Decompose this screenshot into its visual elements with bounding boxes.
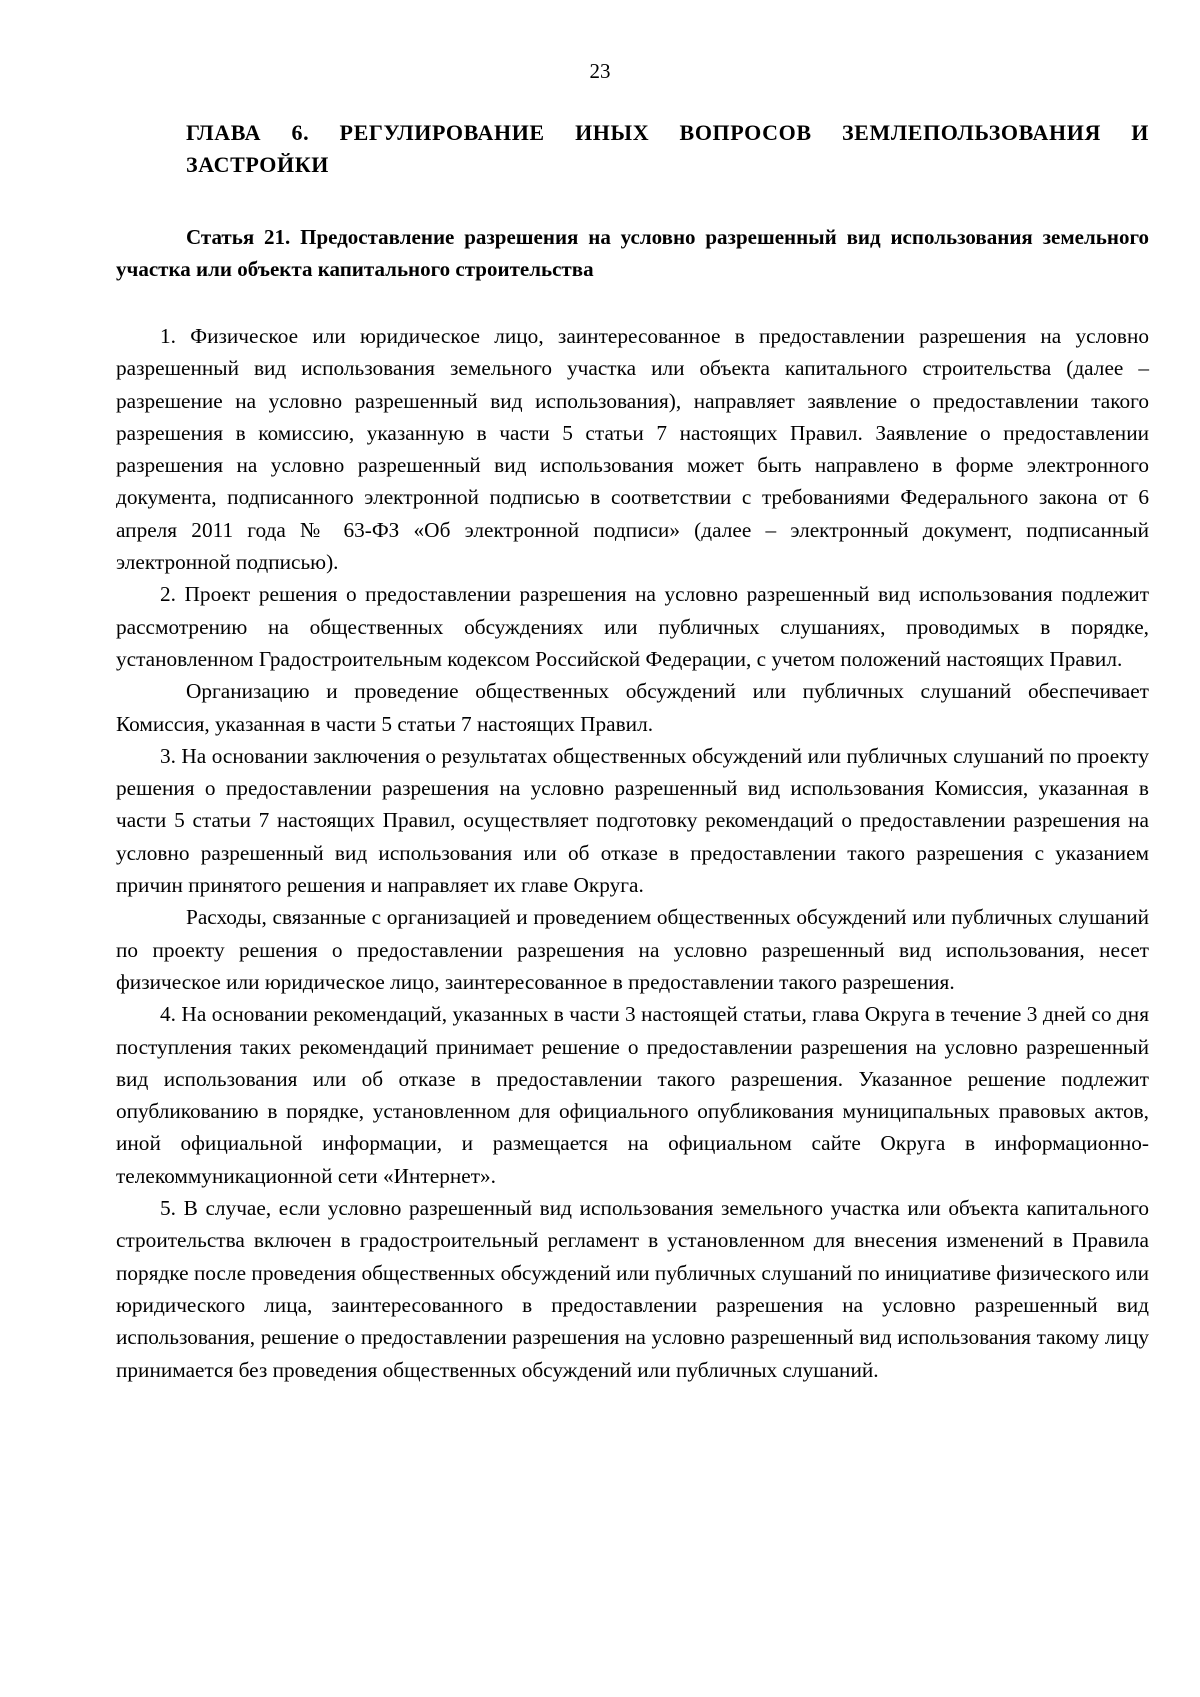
article-title: Статья 21. Предоставление разрешения на условно разрешенный вид использования земельного участка или объекта капитального строительства: [116, 225, 1149, 281]
paragraph-1: 1. Физическое или юридическое лицо, заинтересованное в предоставлении разрешения на условно разрешенный вид использования земельного участка или объекта капитального строительства (далее – разрешение на условно разрешенный вид использования), направляет заявление о предоставлении такого разрешения в комиссию, указанную в части 5 статьи 7 настоящих Правил. Заявление о предоставлении разрешения на условно разрешенный вид использования может быть направлено в форме электронного документа, подписанного электронной подписью в соответствии с требованиями Федерального закона от 6 апреля 2011 года № 63-ФЗ «Об электронной подписи» (далее – электронный документ, подписанный электронной подписью).: [116, 324, 1149, 575]
paragraph-2-continuation: Организацию и проведение общественных обсуждений или публичных слушаний обеспечивает Комиссия, указанная в части 5 статьи 7 настоящих Правил.: [116, 679, 1149, 736]
paragraph-3: 3. На основании заключения о результатах общественных обсуждений или публичных слушаний по проекту решения о предоставлении разрешения на условно разрешенный вид использования Комиссия, указанная в части 5 статьи 7 настоящих Правил, осуществляет подготовку рекомендаций о предоставлении разрешения на условно разрешенный вид использования или об отказе в предоставлении такого разрешения с указанием причин принятого решения и направляет их главе Округа.: [116, 743, 1149, 898]
paragraph-5: 5. В случае, если условно разрешенный вид использования земельного участка или объекта капитального строительства включен в градостроительный регламент в установленном для внесения изменений в Правила порядке после проведения общественных обсуждений или публичных слушаний по инициативе физического или юридического лица, заинтересованного в предоставлении разрешения на условно разрешенный вид использования, решение о предоставлении разрешения на условно разрешенный вид использования такому лицу принимается без проведения общественных обсуждений или публичных слушаний.: [116, 1196, 1149, 1382]
paragraph-3-continuation: Расходы, связанные с организацией и проведением общественных обсуждений или публичных слушаний по проекту решения о предоставлении разрешения на условно разрешенный вид использования, несет физическое или юридическое лицо, заинтересованное в предоставлении такого разрешения.: [116, 905, 1149, 994]
page-number: 23: [589, 59, 611, 83]
chapter-title: ГЛАВА 6. РЕГУЛИРОВАНИЕ ИНЫХ ВОПРОСОВ ЗЕМЛЕПОЛЬЗОВАНИЯ И ЗАСТРОЙКИ: [186, 120, 1149, 177]
paragraph-4: 4. На основании рекомендаций, указанных в части 3 настоящей статьи, глава Округа в течение 3 дней со дня поступления таких рекомендаций принимает решение о предоставлении разрешения на условно разрешенный вид использования или об отказе в предоставлении такого разрешения. Указанное решение подлежит опубликованию в порядке, установленном для официального опубликования муниципальных правовых актов, иной официальной информации, и размещается на официальном сайте Округа в информационно-телекоммуникационной сети «Интернет».: [116, 1002, 1149, 1188]
document-content: [116, 117, 1149, 1386]
paragraph-2: 2. Проект решения о предоставлении разрешения на условно разрешенный вид использования подлежит рассмотрению на общественных обсуждениях или публичных слушаниях, проводимых в порядке, установленном Градостроительным кодексом Российской Федерации, с учетом положений настоящих Правил.: [116, 582, 1149, 671]
article-body: [116, 320, 1149, 1386]
